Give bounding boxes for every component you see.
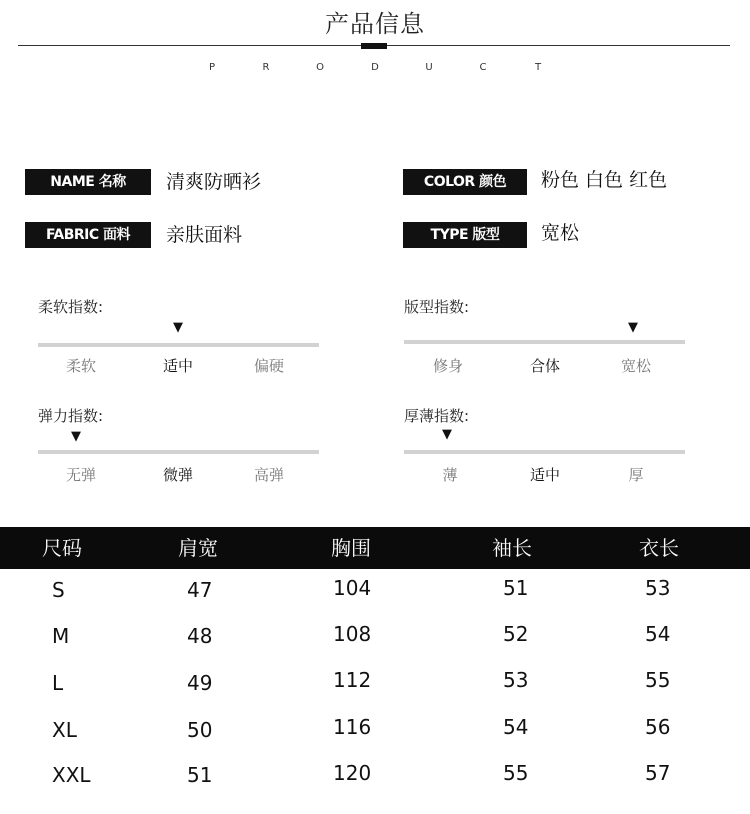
cell-size: XL bbox=[52, 718, 77, 742]
softness-option-soft: 柔软 bbox=[65, 357, 96, 375]
softness-option-medium: 适中 bbox=[162, 357, 193, 375]
thickness-bar bbox=[404, 450, 685, 454]
fit-bar bbox=[404, 340, 685, 344]
cell-chest: 112 bbox=[333, 668, 372, 692]
col-header-length: 衣长 bbox=[639, 536, 679, 560]
elasticity-bar bbox=[38, 450, 319, 454]
col-header-chest: 胸围 bbox=[331, 536, 371, 560]
elasticity-indicator-icon: ▼ bbox=[71, 429, 81, 444]
fit-label: 版型指数: bbox=[404, 298, 470, 316]
thickness-indicator-icon: ▼ bbox=[442, 427, 452, 442]
fabric-tag: FABRIC 面料 bbox=[25, 222, 151, 248]
softness-indicator-icon: ▼ bbox=[173, 320, 183, 335]
fit-option-loose: 宽松 bbox=[620, 357, 651, 375]
cell-size: S bbox=[52, 578, 65, 602]
subtitle-letter-r: R bbox=[262, 62, 270, 73]
cell-length: 54 bbox=[645, 622, 671, 646]
cell-size: XXL bbox=[52, 763, 91, 787]
fit-option-regular: 合体 bbox=[529, 357, 560, 375]
subtitle-letter-p: P bbox=[208, 62, 216, 73]
cell-size: L bbox=[52, 671, 64, 695]
cell-chest: 108 bbox=[333, 622, 372, 646]
col-header-size: 尺码 bbox=[42, 536, 82, 560]
header-divider-mark bbox=[361, 43, 387, 49]
size-table-header bbox=[0, 527, 750, 569]
cell-shoulder: 50 bbox=[187, 718, 213, 742]
fabric-value: 亲肤面料 bbox=[166, 224, 243, 246]
type-tag: TYPE 版型 bbox=[403, 222, 527, 248]
cell-size: M bbox=[52, 624, 70, 648]
softness-option-hard: 偏硬 bbox=[253, 357, 284, 375]
cell-length: 56 bbox=[645, 715, 671, 739]
subtitle-letter-d: D bbox=[371, 62, 379, 73]
name-value: 清爽防晒衫 bbox=[166, 171, 262, 193]
cell-shoulder: 48 bbox=[187, 624, 213, 648]
cell-length: 57 bbox=[645, 761, 671, 785]
color-tag: COLOR 颜色 bbox=[403, 169, 527, 195]
col-header-sleeve: 袖长 bbox=[492, 536, 532, 560]
cell-chest: 120 bbox=[333, 761, 372, 785]
cell-sleeve: 54 bbox=[503, 715, 529, 739]
thickness-label: 厚薄指数: bbox=[404, 407, 470, 425]
fit-option-slim: 修身 bbox=[432, 357, 463, 375]
cell-sleeve: 53 bbox=[503, 668, 529, 692]
thickness-option-thick: 厚 bbox=[628, 466, 644, 484]
softness-bar bbox=[38, 343, 319, 347]
thickness-option-thin: 薄 bbox=[442, 466, 458, 484]
cell-shoulder: 47 bbox=[187, 578, 213, 602]
thickness-option-medium: 适中 bbox=[529, 466, 560, 484]
cell-length: 53 bbox=[645, 576, 671, 600]
subtitle-letter-c: C bbox=[479, 62, 487, 73]
cell-sleeve: 51 bbox=[503, 576, 529, 600]
subtitle-letter-u: U bbox=[425, 62, 433, 73]
color-value: 粉色 白色 红色 bbox=[541, 169, 668, 191]
cell-shoulder: 49 bbox=[187, 671, 213, 695]
softness-label: 柔软指数: bbox=[38, 298, 104, 316]
col-header-shoulder: 肩宽 bbox=[178, 536, 218, 560]
elasticity-option-none: 无弹 bbox=[65, 466, 96, 484]
subtitle-letter-t: T bbox=[534, 62, 542, 73]
cell-shoulder: 51 bbox=[187, 763, 213, 787]
elasticity-label: 弹力指数: bbox=[38, 407, 104, 425]
name-tag: NAME 名称 bbox=[25, 169, 151, 195]
cell-length: 55 bbox=[645, 668, 671, 692]
cell-sleeve: 52 bbox=[503, 622, 529, 646]
cell-chest: 104 bbox=[333, 576, 372, 600]
elasticity-option-slight: 微弹 bbox=[162, 466, 193, 484]
type-value: 宽松 bbox=[541, 222, 580, 244]
fit-indicator-icon: ▼ bbox=[628, 320, 638, 335]
page-title: 产品信息 bbox=[325, 10, 425, 38]
subtitle-letter-o: O bbox=[316, 62, 324, 73]
cell-chest: 116 bbox=[333, 715, 372, 739]
elasticity-option-high: 高弹 bbox=[253, 466, 284, 484]
cell-sleeve: 55 bbox=[503, 761, 529, 785]
